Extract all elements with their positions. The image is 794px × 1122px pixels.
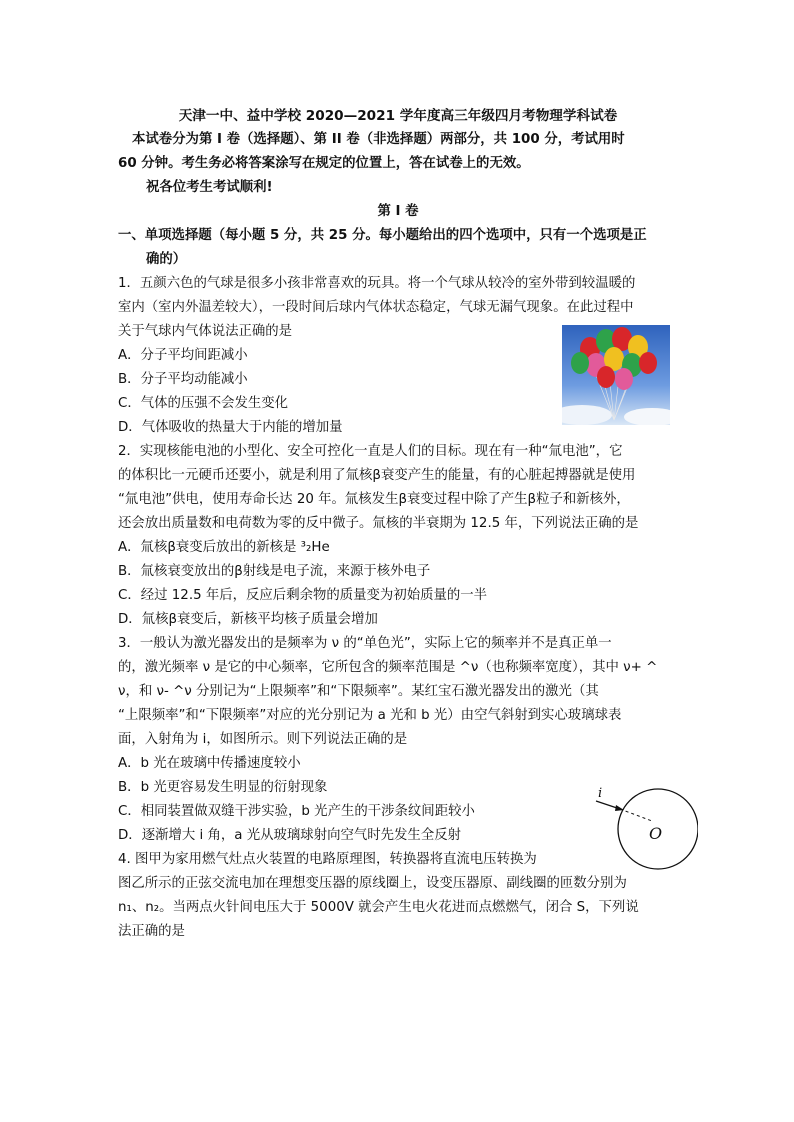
- option-b: B．分子平均动能减小: [118, 372, 248, 387]
- normal-line: [620, 809, 652, 821]
- question-line: 的体积比一元硬币还要小，就是利用了氚核β衰变产生的能量，有的心脏起搏器就是使用: [118, 468, 636, 483]
- question-line: 法正确的是: [118, 924, 185, 939]
- part1-line-2: 确的）: [146, 252, 187, 267]
- question-line: “氚电池”供电，使用寿命长达 20 年。氚核发生β衰变过程中除了产生β粒子和新核外，: [118, 492, 630, 507]
- center-label: O: [649, 824, 663, 843]
- question-line: 4. 图甲为家用燃气灶点火装置的电路原理图，转换器将直流电压转换为: [118, 852, 537, 867]
- option-a: A．分子平均间距减小: [118, 348, 248, 363]
- option-c: C．相同装置做双缝干涉实验，b 光产生的干涉条纹间距较小: [118, 804, 475, 819]
- glass-sphere-figure: [594, 785, 698, 881]
- question-line: “上限频率”和“下限频率”对应的光分别记为 a 光和 b 光）由空气斜射到实心玻璃球表: [118, 708, 622, 723]
- question-line: 2．实现核能电池的小型化、安全可控化一直是人们的目标。现在有一种“氚电池”，它: [118, 444, 623, 459]
- option-d: D．氚核β衰变后，新核平均核子质量会增加: [118, 612, 378, 627]
- intro-line-1: 本试卷分为第 I 卷（选择题）、第 II 卷（非选择题）两部分，共 100 分，考试用时: [132, 132, 625, 147]
- question-line: 的，激光频率 ν 是它的中心频率，它所包含的频率范围是 ^ν（也称频率宽度），其中 ν+ ^: [118, 660, 658, 675]
- incident-angle-label: i: [598, 786, 603, 801]
- intro-line-2: 60 分钟。考生务必将答案涂写在规定的位置上，答在试卷上的无效。: [118, 156, 530, 171]
- question-line: 面，入射角为 i，如图所示。则下列说法正确的是: [118, 732, 408, 747]
- volume-title: 第 I 卷: [377, 204, 419, 219]
- option-a: A．氚核β衰变后放出的新核是 ³₂He: [118, 540, 330, 555]
- question-line: 室内（室内外温差较大），一段时间后球内气体状态稳定，气球无漏气现象。在此过程中: [118, 300, 634, 315]
- question-line: ν，和 ν- ^ν 分别记为“上限频率”和“下限频率”。某红宝石激光器发出的激光（其: [118, 684, 599, 699]
- part1-line-1: 一、单项选择题（每小题 5 分，共 25 分。每小题给出的四个选项中，只有一个选项是正: [118, 228, 647, 243]
- question-line: 1．五颜六色的气球是很多小孩非常喜欢的玩具。将一个气球从较冷的室外带到较温暖的: [118, 276, 636, 291]
- question-line: 还会放出质量数和电荷数为零的反中微子。氚核的半衰期为 12.5 年，下列说法正确的是: [118, 516, 639, 531]
- question-line: 3．一般认为激光器发出的是频率为 ν 的“单色光”，实际上它的频率并不是真正单一: [118, 636, 612, 651]
- option-b: B．b 光更容易发生明显的衍射现象: [118, 780, 328, 795]
- option-c: C．经过 12.5 年后，反应后剩余物的质量变为初始质量的一半: [118, 588, 488, 603]
- balloon-photo: [562, 325, 670, 425]
- option-c: C．气体的压强不会发生变化: [118, 396, 289, 411]
- exam-title: 天津一中、益中学校 2020—2021 学年度高三年级四月考物理学科试卷: [178, 108, 618, 124]
- option-d: D．气体吸收的热量大于内能的增加量: [118, 420, 343, 435]
- question-line: 关于气球内气体说法正确的是: [118, 324, 293, 339]
- question-line: 图乙所示的正弦交流电加在理想变压器的原线圈上，设变压器原、副线圈的匝数分别为: [118, 876, 627, 891]
- option-d: D．逐渐增大 i 角，a 光从玻璃球射向空气时先发生全反射: [118, 828, 461, 843]
- wish-line: 祝各位考生考试顺利!: [146, 180, 273, 195]
- option-a: A．b 光在玻璃中传播速度较小: [118, 756, 301, 771]
- question-line: n₁、n₂。当两点火针间电压大于 5000V 就会产生电火花进而点燃燃气，闭合 S，下列说: [118, 900, 639, 915]
- question-2: [118, 440, 678, 632]
- option-b: B．氚核衰变放出的β射线是电子流，来源于核外电子: [118, 564, 431, 579]
